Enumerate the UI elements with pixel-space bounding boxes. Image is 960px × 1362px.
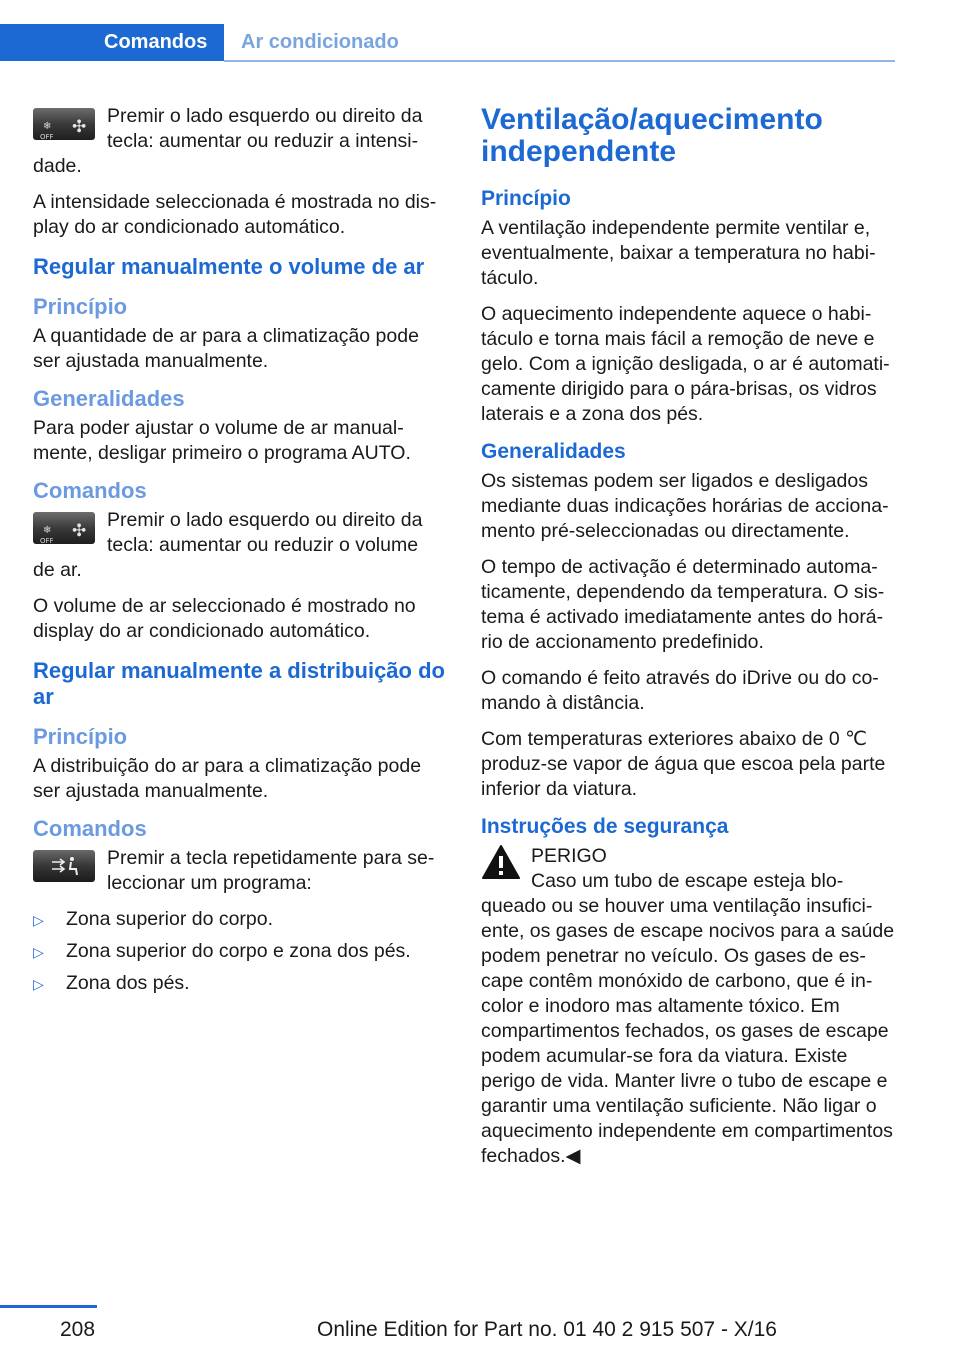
volume-display-text: O volume de ar seleccionado é mostrado no display do ar condicionado automático. <box>33 595 416 642</box>
heading-generalidades: Generalidades <box>33 386 185 411</box>
heading-distribution: Regular manualmente a distribuição do ar <box>33 658 445 709</box>
volume-instruction <box>33 508 445 583</box>
volume-text: Premir o lado esquerdo ou direito da tecla: aumentar ou reduzir o volume de ar. <box>33 509 423 581</box>
heading-ventilacao: Ventilação/aquecimento independente <box>481 103 823 168</box>
list-item: ▷ Zona superior do corpo e zona dos pés. <box>33 939 445 964</box>
intensity-instruction <box>33 104 445 179</box>
program-list <box>33 907 445 996</box>
intensity-text: Premir o lado esquerdo ou direito da tecla: aumentar ou reduzir a intensidade. <box>33 105 423 177</box>
activation-text: Os sistemas podem ser ligados e desligados mediante duas indicações horárias de accionamento pré-seleccionadas ou directamente. <box>481 470 889 542</box>
warning-text: Caso um tubo de escape esteja bloqueado ou se houver uma ventilação insuficiente, os gases de escape nocivos para a saúde podem penetrar no veículo. Os gases de escape contêm monóxido de carbono, que é incolor e inodoro mas altamente tóxico. Em compartimentos fechados, os gases de escape podem acumular-se fora da viatura. Existe perigo de vida. Manter livre o tubo de escape e garantir uma ventilação suficiente. Não ligar o aquecimento independente em compartimentos fechados.◀ <box>481 870 895 1167</box>
volume-principle-text: A quantidade de ar para a climatização pode ser ajustada manualmente. <box>33 325 419 372</box>
tab-comandos[interactable]: Comandos <box>0 24 224 61</box>
activation-time-text: O tempo de activação é determinado automaticamente, dependendo da temperatura. O sistema é activado imediatamente antes do horário de accionamento predefinido. <box>481 556 885 653</box>
key-off-label: OFF <box>40 133 54 140</box>
distribution-instruction <box>33 846 445 896</box>
edition-text: Online Edition for Part no. 01 40 2 915 507 - X/16 <box>317 1318 777 1341</box>
fan-key-icon: ❄ OFF ✣ <box>33 512 95 544</box>
triangle-bullet-icon: ▷ <box>33 976 44 992</box>
danger-warning <box>481 844 895 1169</box>
right-column <box>481 104 895 1169</box>
heating-text: O aquecimento independente aquece o habitáculo e torna mais fácil a remoção de neve e gelo. Com a ignição desligada, o ar é automaticamente dirigido para o pára-brisas, os vidros laterais e a zona dos pés. <box>481 303 890 425</box>
page-header <box>0 0 895 62</box>
ventilation-text: A ventilação independente permite ventilar e, eventualmente, baixar a temperatura no habitáculo. <box>481 217 876 289</box>
heading-principio: Princípio <box>33 294 128 319</box>
triangle-bullet-icon: ▷ <box>33 912 44 928</box>
distribution-text: Premir a tecla repetidamente para seleccionar um programa: <box>107 847 435 894</box>
warning-title: PERIGO <box>531 845 607 867</box>
heading-seguranca: Instruções de segurança <box>481 815 729 838</box>
triangle-bullet-icon: ▷ <box>33 944 44 960</box>
heading-generalidades: Generalidades <box>481 440 626 463</box>
footer-divider <box>0 1305 97 1308</box>
heading-principio: Princípio <box>481 187 571 210</box>
key-off-label: OFF <box>40 537 54 544</box>
intensity-display-text: A intensidade seleccionada é mostrada no display do ar condicionado automático. <box>33 191 437 238</box>
tab-ar-condicionado[interactable]: Ar condicionado <box>241 31 399 53</box>
control-text: O comando é feito através do iDrive ou do comando à distância. <box>481 667 879 714</box>
volume-general-text: Para poder ajustar o volume de ar manualmente, desligar primeiro o programa AUTO. <box>33 417 411 464</box>
heading-volume: Regular manualmente o volume de ar <box>33 254 425 279</box>
heading-comandos: Comandos <box>33 478 147 503</box>
list-item: ▷ Zona dos pés. <box>33 971 445 996</box>
header-divider <box>224 60 895 62</box>
list-item: ▷ Zona superior do corpo. <box>33 907 445 932</box>
heading-comandos: Comandos <box>33 816 147 841</box>
heading-principio: Princípio <box>33 724 128 749</box>
page-number: 208 <box>60 1318 96 1341</box>
temperature-text: Com temperaturas exteriores abaixo de 0 ℃ produz-se vapor de água que escoa pela parte inferior da viatura. <box>481 728 886 800</box>
fan-key-icon: ❄ OFF ✣ <box>33 108 95 140</box>
left-column <box>33 104 445 1003</box>
distribution-principle-text: A distribuição do ar para a climatização pode ser ajustada manualmente. <box>33 755 422 802</box>
air-distribution-key-icon <box>33 850 95 882</box>
warning-triangle-icon <box>481 844 521 880</box>
